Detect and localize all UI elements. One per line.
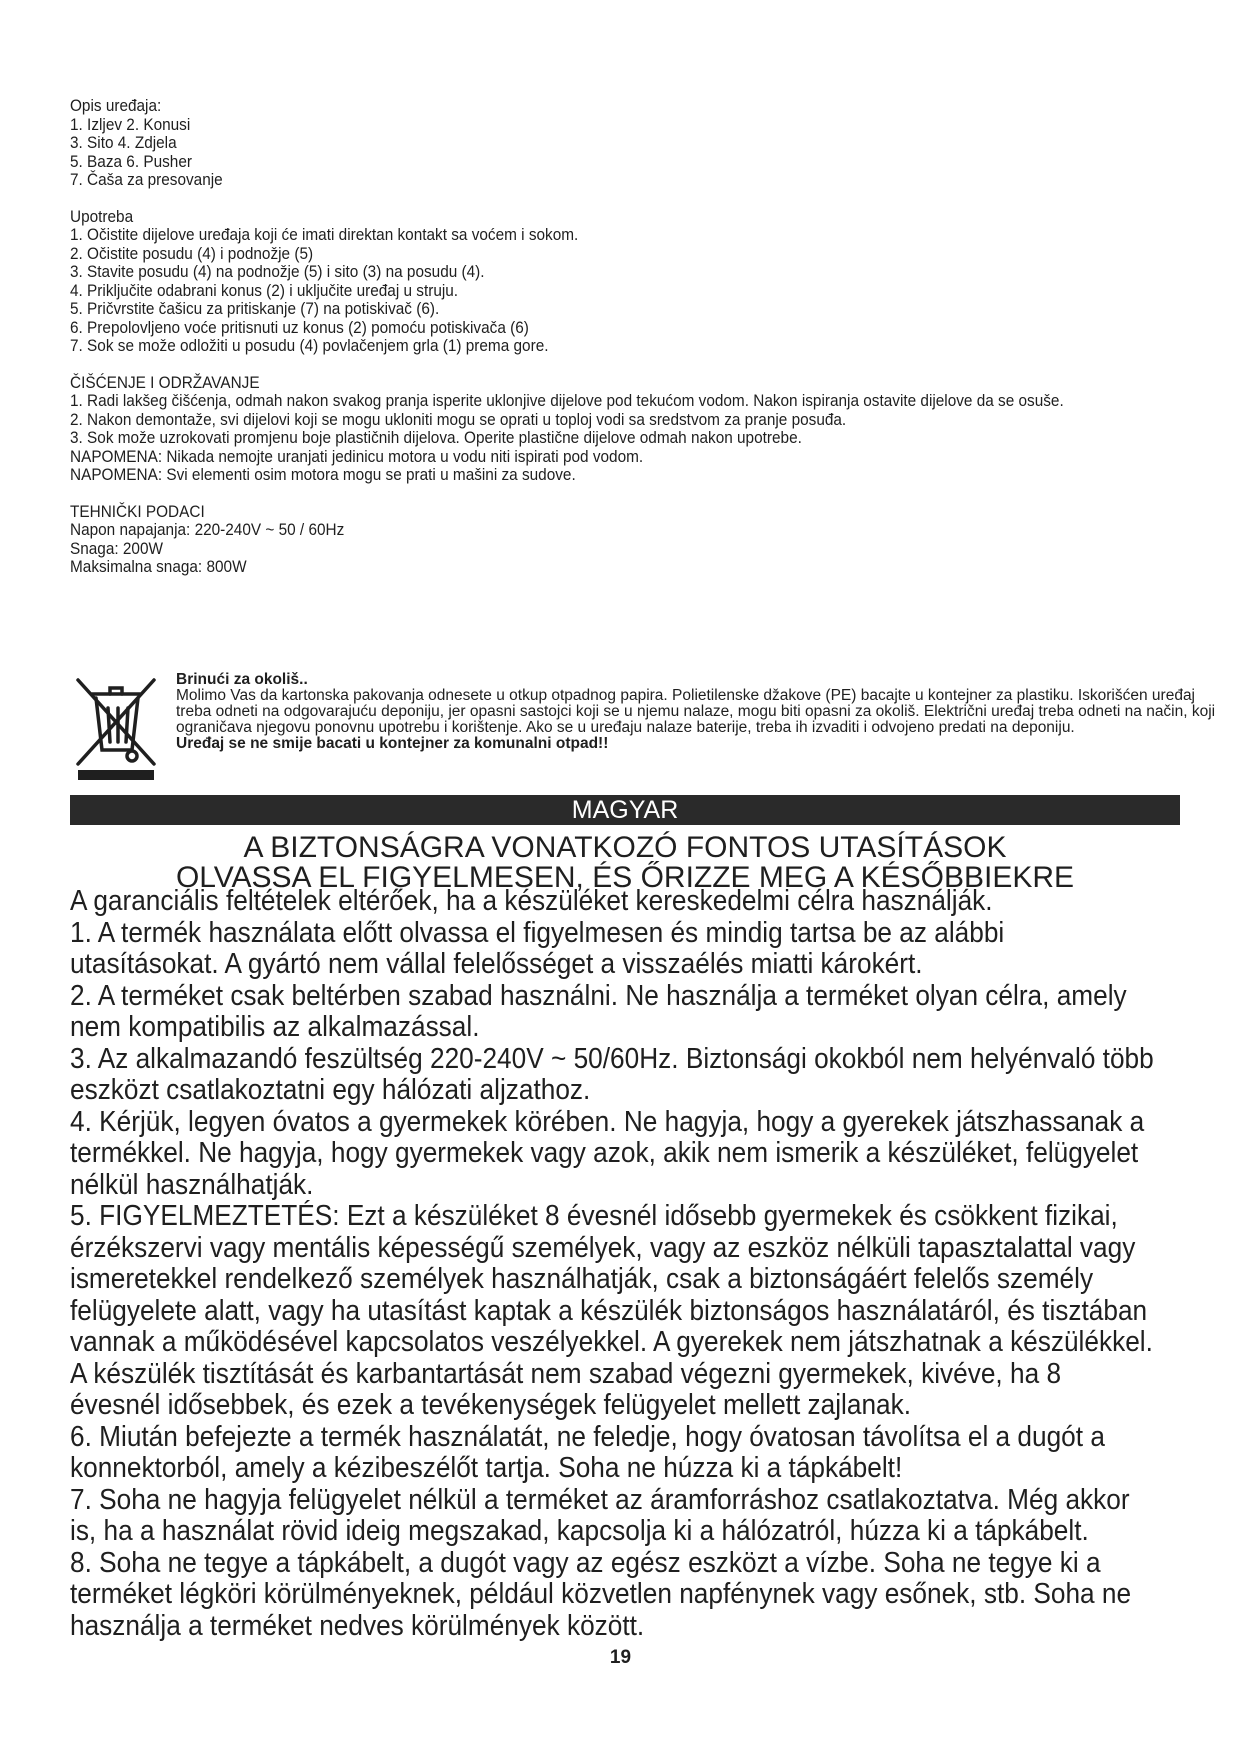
usage-step: 2. Očistite posudu (4) i podnožje (5) [70, 244, 314, 263]
description-line: 7. Čaša za presovanje [70, 171, 223, 189]
usage-step: 4. Priključite odabrani konus (2) i uključite uređaj u struju. [70, 281, 459, 300]
instruction-paragraph: 6. Miután befejezte a termék használatát, ne feledje, hogy óvatosan távolítsa el a dugót a konnektorból, amely a kézibeszélőt tartja. Soha ne húzza ki a tápkábelt! [70, 1420, 1105, 1484]
description-line: 3. Sito 4. Zdjela [70, 134, 177, 152]
instruction-paragraph: 4. Kérjük, legyen óvatos a gyermekek körében. Ne hagyja, hogy a gyerekek játszhassanak a termékkel. Ne hagyja, hogy gyermekek vagy azok, akik nem ismerik a készüléket, felügyelet nélkül használhatják. [70, 1105, 1145, 1201]
cleaning-item: 2. Nakon demontaže, svi dijelovi koji se mogu ukloniti mogu se oprati u toploj vodi sa sredstvom za pranje posuđa. [70, 410, 847, 429]
environment-warning: Uređaj se ne smije bacati u kontejner za komunalni otpad!! [176, 735, 609, 752]
description-heading: Opis uređaja: [70, 97, 162, 115]
device-description [70, 97, 1177, 577]
safety-subtitle: OLVASSA EL FIGYELMESEN, ÉS ŐRIZZE MEG A KÉSŐBBIEKRE [175, 861, 1075, 894]
technical-line: Maksimalna snaga: 800W [70, 558, 247, 576]
usage-step: 6. Prepolovljeno voće pritisnuti uz konus (2) pomoću potiskivača (6) [70, 318, 529, 337]
instruction-paragraph: A garanciális feltételek eltérőek, ha a készüléket kereskedelmi célra használják. [70, 885, 993, 917]
description-line: 5. Baza 6. Pusher [70, 152, 192, 171]
environment-notice [176, 672, 1226, 752]
cleaning-heading: ČIŠĆENJE I ODRŽAVANJE [70, 373, 260, 392]
usage-step: 1. Očistite dijelove uređaja koji će imati direktan kontakt sa voćem i sokom. [70, 226, 579, 244]
language-banner: MAGYAR [70, 795, 1180, 825]
cleaning-item: 3. Sok može uzrokovati promjenu boje plastičnih dijelova. Operite plastične dijelove odmah nakon upotrebe. [70, 429, 802, 447]
environment-title: Brinući za okoliš.. [176, 671, 308, 688]
instruction-paragraph: 5. FIGYELMEZTETÉS: Ezt a készüléket 8 évesnél idősebb gyermekek és csökkent fizikai, érzékszervi vagy mentális képességű személyek, vagy az eszköz nélküli tapasztalattal vagy ismeretekkel rendelkező személyek használhatják, csak a biztonságáért felelős személy felügyelete alatt, vagy ha utasítást kaptak a készülék biztonságos használatáról, és tisztában vannak a működésével kapcsolatos veszélyekkel. A gyerekek nem játszhatnak a készülékkel. A készülék tisztítását és karbantartását nem szabad végezni gyermekek, kivéve, ha 8 évesnél idősebbek, és ezek a tevékenységek felügyelet mellett zajlanak. [70, 1200, 1153, 1421]
technical-line: Snaga: 200W [70, 539, 163, 558]
instruction-paragraph: 8. Soha ne tegye a tápkábelt, a dugót vagy az egész eszközt a vízbe. Soha ne tegye ki a terméket légköri körülményeknek, például közvetlen napfénynek vagy esőnek, stb. Soha ne használja a terméket nedves körülmények között. [70, 1546, 1132, 1642]
instruction-paragraph: 2. A terméket csak beltérben szabad használni. Ne használja a terméket olyan célra, amely nem kompatibilis az alkalmazással. [70, 979, 1127, 1043]
safety-title: A BIZTONSÁGRA VONATKOZÓ FONTOS UTASÍTÁSOK [243, 831, 1007, 864]
instruction-paragraph: 3. Az alkalmazandó feszültség 220-240V ~ 50/60Hz. Biztonsági okokból nem helyénvaló több eszközt csatlakoztatni egy hálózati aljzathoz. [70, 1042, 1154, 1106]
environment-body: Molimo Vas da kartonska pakovanja odnesete u otkup otpadnog papira. Polietilenske džakove (PE) bacajte u kontejner za plastiku. Iskorišćen uređaj treba odneti na odgovarajuću deponiju, jer opasni sastojci koji se u njemu nalaze, mogu biti opasni za okoliš. Električni uređaj treba odneti na način, koji ograničava njegovu ponovnu upotrebu i korištenje. Ako se u uređaju nalaze baterije, treba ih izvaditi i odvojeno predati na deponiju. [176, 687, 1216, 736]
page-number: 19 [609, 1647, 632, 1668]
cleaning-item: 1. Radi lakšeg čišćenja, odmah nakon svakog pranja isperite uklonjive dijelove pod tekućom vodom. Nakon ispiranja ostavite dijelove da se osuše. [70, 392, 1064, 410]
usage-heading: Upotreba [70, 207, 134, 226]
usage-step: 5. Pričvrstite čašicu za pritiskanje (7) na potiskivač (6). [70, 300, 440, 318]
technical-line: Napon napajanja: 220-240V ~ 50 / 60Hz [70, 521, 345, 539]
usage-step: 7. Sok se može odložiti u posudu (4) povlačenjem grla (1) prema gore. [70, 337, 549, 355]
usage-step: 3. Stavite posudu (4) na podnožje (5) i sito (3) na posudu (4). [70, 263, 485, 281]
crossed-out-wheelie-bin-icon [72, 672, 160, 782]
cleaning-note: NAPOMENA: Svi elementi osim motora mogu se prati u mašini za sudove. [70, 466, 576, 484]
cleaning-note: NAPOMENA: Nikada nemojte uranjati jedinicu motora u vodu niti ispirati pod vodom. [70, 447, 644, 466]
technical-heading: TEHNIČKI PODACI [70, 502, 205, 521]
instruction-paragraph: 1. A termék használata előtt olvassa el figyelmesen és mindig tartsa be az alábbi utasításokat. A gyártó nem vállal felelősséget a visszaélés miatti károkért. [70, 916, 1005, 980]
description-line: 1. Izljev 2. Konusi [70, 115, 191, 134]
safety-instructions [70, 886, 1156, 1642]
instruction-paragraph: 7. Soha ne hagyja felügyelet nélkül a terméket az áramforráshoz csatlakoztatva. Még akkor is, ha a használat rövid ideig megszakad, kapcsolja ki a hálózatról, húzza ki a tápkábelt. [70, 1483, 1130, 1547]
